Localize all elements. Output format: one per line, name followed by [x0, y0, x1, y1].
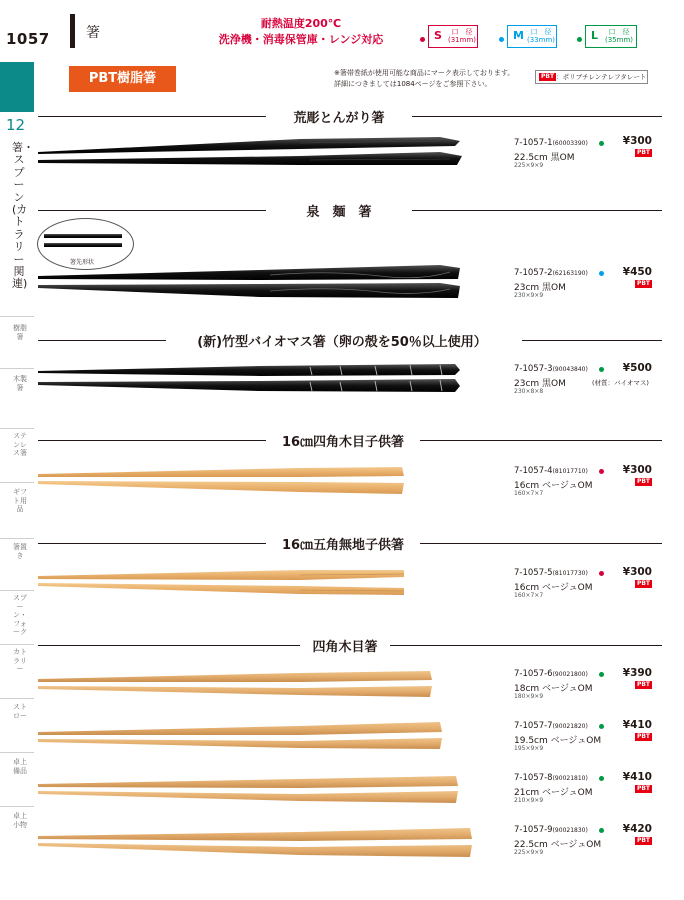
chopstick-1b	[38, 152, 462, 165]
chopstick-9a	[38, 828, 472, 841]
chapter-number: 12	[6, 116, 26, 134]
product-price-7: ¥410	[622, 719, 652, 731]
chopstick-2b	[38, 283, 460, 298]
product-pbt-badge-8: PBT	[636, 785, 651, 792]
chopstick-4a	[38, 467, 404, 477]
product-code-5: 7-1057-5(81017730)	[514, 568, 588, 578]
product-dims-2: 230×9×9	[514, 292, 544, 299]
size-l-label: 口 径 (35mm)	[604, 28, 633, 44]
product-price-8: ¥410	[622, 771, 652, 783]
product-desc-6: 18cm ベージュOM	[514, 684, 593, 694]
product-code-4: 7-1057-4(81017710)	[514, 466, 588, 476]
section-title-square-wood: 四角木目箸	[312, 640, 378, 655]
chopstick-1a	[38, 137, 460, 154]
section-title-izumi: 泉 麺 箸	[306, 205, 372, 220]
product-pbt-badge-1: PBT	[636, 149, 651, 156]
pbt-banner: PBT樹脂箸	[69, 66, 176, 92]
product-pbt-badge-6: PBT	[636, 681, 651, 688]
chopstick-7a	[38, 722, 442, 735]
chopstick-5a	[38, 570, 404, 580]
section-title-arabori: 荒彫とんがり箸	[293, 111, 385, 126]
note-line-1: ※箸帯巻紙が使用可能な商品にマーク表示しております。	[334, 69, 515, 77]
chopstick-7b	[38, 738, 442, 749]
product-desc-5: 16cm ベージュOM	[514, 583, 593, 593]
dishwasher-compat-text: 洗浄機・消毒保管庫・レンジ対応	[218, 33, 384, 46]
product-pbt-badge-7: PBT	[636, 733, 651, 740]
product-pbt-badge-9: PBT	[636, 837, 651, 844]
product-dims-3: 230×8×8	[514, 388, 544, 395]
product-pbt-badge-2: PBT	[636, 280, 651, 287]
inset-tip-b	[44, 243, 122, 247]
product-dims-6: 180×9×9	[514, 693, 544, 700]
product-desc-2: 23cm 黒OM	[514, 283, 566, 293]
side-item-gift[interactable]: ギフト用品	[13, 488, 27, 513]
chopstick-8b	[38, 791, 458, 803]
product-code-6: 7-1057-6(90021800)	[514, 669, 588, 679]
product-desc-3: 23cm 黒OM	[514, 379, 566, 389]
chopstick-8a	[38, 776, 458, 788]
side-item-cutlery[interactable]: カトラリー	[13, 648, 27, 673]
side-item-rest[interactable]: 箸置き	[13, 543, 27, 560]
side-item-resin[interactable]: 樹脂箸	[13, 324, 27, 341]
product-pbt-badge-4: PBT	[636, 478, 651, 485]
product-price-9: ¥420	[622, 823, 652, 835]
product-code-7: 7-1057-7(90021820)	[514, 721, 588, 731]
product-dims-1: 225×9×9	[514, 162, 544, 169]
chopstick-9b	[38, 843, 472, 857]
chopstick-3a	[38, 364, 460, 376]
section-title-bamboo-biomass: (新)竹型バイオマス箸（卵の殻を50％以上使用）	[197, 335, 487, 350]
size-m-letter: M	[513, 29, 524, 42]
product-material-3: (材質：バイオマス)	[592, 379, 649, 387]
product-desc-9: 22.5cm ベージュOM	[514, 840, 602, 850]
side-item-straw[interactable]: ストロー	[13, 703, 27, 720]
chopstick-6b	[38, 686, 432, 697]
chopstick-4b	[38, 481, 404, 494]
product-dims-4: 160×7×7	[514, 490, 544, 497]
side-item-stainless[interactable]: ステンレス箸	[13, 432, 27, 457]
product-code-3: 7-1057-3(90043840)	[514, 364, 588, 374]
chopstick-6a	[38, 671, 432, 682]
side-item-table-goods[interactable]: 卓上小物	[13, 812, 27, 829]
product-code-8: 7-1057-8(90021810)	[514, 773, 588, 783]
product-price-1: ¥300	[622, 135, 652, 147]
product-code-1: 7-1057-1(60003390)	[514, 138, 588, 148]
size-s-label: 口 径 (31mm)	[447, 28, 476, 44]
chopstick-5b	[38, 583, 404, 595]
side-item-table-supplies[interactable]: 卓上備品	[13, 758, 27, 775]
heat-resistance-text: 耐熱温度200℃	[260, 17, 342, 30]
pbt-legend-text: ：ポリブチレンテレフタレート	[556, 73, 647, 81]
inset-tip-a	[44, 234, 122, 238]
product-pbt-badge-5: PBT	[636, 580, 651, 587]
side-item-spoon[interactable]: スプーン・フォーク	[13, 594, 27, 636]
size-m-label: 口 径 (33mm)	[526, 28, 555, 44]
product-price-4: ¥300	[622, 464, 652, 476]
note-line-2: 詳細につきましては1084ページをご参照下さい。	[334, 80, 492, 88]
product-dims-5: 160×7×7	[514, 592, 544, 599]
section-title-kids-square: 16㎝四角木目子供箸	[281, 435, 405, 450]
product-dims-7: 195×9×9	[514, 745, 544, 752]
category-title: 箸	[86, 25, 100, 41]
product-price-5: ¥300	[622, 566, 652, 578]
product-price-2: ¥450	[622, 266, 652, 278]
tip-shape-caption: 箸先形状	[70, 259, 95, 266]
product-code-2: 7-1057-2(62163190)	[514, 268, 588, 278]
chapter-title: 箸・スプーン(カトラリー関連)	[12, 141, 34, 291]
product-price-6: ¥390	[622, 667, 652, 679]
product-code-9: 7-1057-9(90021830)	[514, 825, 588, 835]
product-dims-8: 210×9×9	[514, 797, 544, 804]
side-item-wood[interactable]: 木製箸	[13, 375, 27, 392]
page-number: 1057	[6, 30, 50, 48]
size-l-letter: L	[591, 29, 599, 42]
product-desc-4: 16cm ベージュOM	[514, 481, 593, 491]
product-desc-7: 19.5cm ベージュOM	[514, 736, 602, 746]
section-title-kids-pentagon: 16㎝五角無地子供箸	[281, 538, 405, 553]
size-s-letter: S	[434, 29, 442, 42]
product-price-3: ¥500	[622, 362, 652, 374]
product-dims-9: 225×9×9	[514, 849, 544, 856]
pbt-legend-tag: PBT	[541, 73, 555, 80]
product-desc-8: 21cm ベージュOM	[514, 788, 593, 798]
product-desc-1: 22.5cm 黒OM	[514, 153, 575, 163]
chopstick-3b	[38, 379, 460, 392]
